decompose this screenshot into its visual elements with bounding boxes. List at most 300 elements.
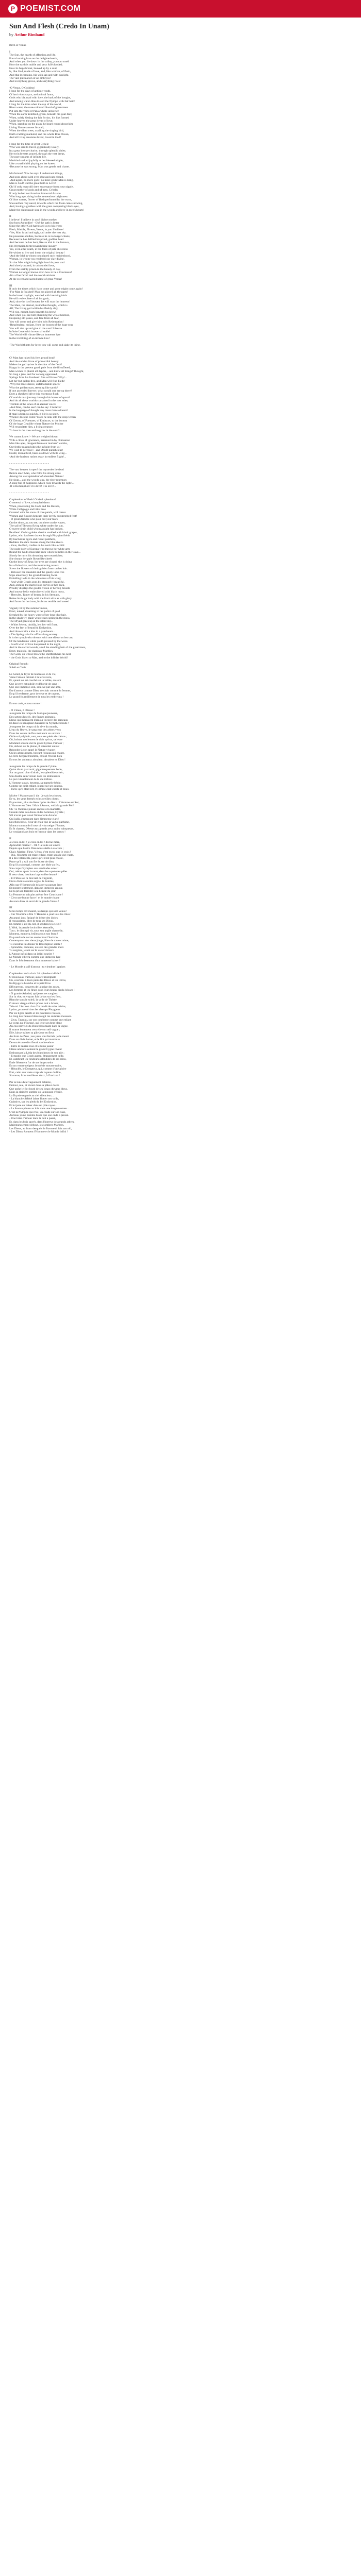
poem-line: Que tache le flot lourd de ses longs cheveux bleus, — [9, 1087, 68, 1091]
poem-line: -Yes, Man is sad and ugly, sad under the vast sky. — [9, 231, 67, 235]
poem-line: - Entre le laurier-rose et le lotus jaseur — [9, 1044, 54, 1048]
logo-mark-icon: P — [8, 4, 18, 13]
poem-line: Par les tigres lascifs et les panthères rousses, — [9, 1011, 61, 1015]
poem-line: Woman no longer knows even how to be a Courtesan! — [9, 270, 72, 274]
poem-line: When, prostrating the Gods and the Heroes, — [9, 504, 60, 508]
poem-line: And that it contains, big with sap and with sunlight, — [9, 73, 69, 77]
poem-line: Il tourne lentement vers elle son œil vague ; — [9, 1028, 60, 1031]
poem-line: - A soft wind of love has passed in the night, — [9, 643, 61, 647]
poem-line: Debout, nue, et rêvant dans sa pâleur dorée — [9, 1084, 59, 1088]
poem-line: - La blanche Séléné laisse flotter son voile, — [9, 1097, 59, 1100]
poem-line: Since the other God harnessed us to his cross; — [9, 225, 62, 228]
poem-line: Embrassant la Léda des blancheurs de son aile ; — [9, 1051, 64, 1055]
poem-line: Fort, ceint son vaste corps de la peau du lion, — [9, 1071, 62, 1074]
poem-line: Makes the god quiver in the altar of the flesh! — [9, 363, 62, 366]
site-logo[interactable] — [8, 4, 81, 13]
poem-line: And faces the horizons, his brow terrible and sweet! — [9, 600, 70, 604]
poem-line: Des flots bleus, fleur de chair que la vague parfume, — [9, 821, 70, 824]
poem-line: Springs from his forehead! She will know Why!... — [9, 376, 68, 380]
poem-line: De son écume d'or fleurit sa chevelure. — [9, 1041, 55, 1045]
poem-line: If only the times which have come and gone might come again! — [9, 287, 83, 291]
poem-line: The pure streams of infinite life. — [9, 156, 47, 159]
poem-line: Le Monde vibrera comme une immense lyre — [9, 956, 61, 959]
poem-line: Et comme il est du ciel, il scrutera les cieux ! — [9, 923, 61, 926]
poem-line: Je crois en toi ! je crois en toi ! divine mère, — [9, 840, 60, 844]
poem-line: - Héraclès, le Dompteur, qui, comme d'une gloire — [9, 1067, 67, 1071]
poem-title: Sun And Flesh (Credo In Unam) — [9, 23, 109, 30]
poem-line: Is the language of thought any more than a dream? — [9, 409, 68, 413]
poem-line: Elle, laisse traîner sa pâle joue en fleur — [9, 1031, 54, 1035]
poem-line: A song full of happiness which rises towards the light!... — [9, 481, 75, 485]
poem-line: Soleil et Chair — [9, 666, 26, 669]
poem-line: L'Idéal, la pensée invincible, éternelle, — [9, 926, 54, 929]
poem-line: Répondre à son appel la Nature vivante ; — [9, 748, 57, 752]
poem-line: Et, cambrant les rondeurs splendides de ses reins, — [9, 1058, 67, 1061]
poem-line: And slowly ascend, in unbounded love, — [9, 264, 55, 268]
poem-line: Like a small child playing on her knees. — [9, 162, 56, 166]
poem-line: - - - - - - - - - - - - - - - - - - - - - - - - — [9, 462, 49, 465]
poem-line: Round the God's muscular neck which trembles in the wave... — [9, 551, 81, 554]
poem-line: -O Venus, O Goddess! — [9, 87, 36, 90]
poem-line: Great mother of gods and of men, Cybele; — [9, 189, 58, 192]
poem-line: Et tous les animaux aimaient, aimaient en Dieu ! — [9, 758, 65, 761]
poem-line: Et son ventre neigeux brodé de mousse noire, — [9, 1064, 62, 1068]
poem-line: Sur la rive, en voyant fuir là-bas sur les flots, — [9, 995, 61, 998]
poem-line: Que la terre est nubile et déborde de sang ; — [9, 682, 59, 686]
poem-line: Proudly displays the golden vision of her big breasts — [9, 587, 70, 590]
poem-line: And because he has bent, like an idol in the furnace, — [9, 241, 70, 245]
poem-line: Be silent! On his golden chariot studded with black grapes, — [9, 531, 78, 534]
poem-line: If one ascended forever, what would one see up there? — [9, 389, 72, 393]
poem-line: - O great Ariadne who pour out your tears — [9, 518, 58, 521]
poem-line: S'il n'avait pas laissé l'immortelle Astarté — [9, 814, 57, 818]
poem-line: Son corps Olympien aux servitudes sales ! — [9, 867, 59, 870]
poem-line: - Oui, l'Homme est triste et laid, triste sous le ciel vaste, — [9, 854, 74, 857]
poem-line: The World will vibrate like an immense lyre — [9, 333, 61, 337]
poem-line: - Le Monde a soif d'amour : tu viendras l'apaiser. — [9, 965, 66, 969]
poem-line: Et monter lentement, dans un immense amour, — [9, 887, 63, 890]
poem-line: - La Source pleure au loin dans une longue extase... — [9, 1107, 69, 1111]
poem-line: Chair, Marbre, Fleur, Vénus, c'est en toi que je crois ! — [9, 850, 71, 854]
poem-line: Will resuscitate him, a living creature, — [9, 426, 54, 429]
poem-line: When, softly kissing the fair Syrinx, his lips formed — [9, 116, 70, 120]
poem-line: Doubt, dismal bird, beats us down with its wing... — [9, 452, 67, 455]
poem-line: The sail of Theseus flying white under the sun, — [9, 524, 64, 528]
poem-line: La Dryade regarde au ciel silencieux... — [9, 1094, 54, 1097]
poem-line: Et, dans les bois sacrés, dans l'horreur des grands arbres, — [9, 1120, 75, 1124]
poem-line: - the Gods listen to Man, and to the infinite World! — [9, 656, 68, 659]
poem-line: Montra son nombril rose où vint neiger l'écume, — [9, 824, 65, 827]
poem-line: Will rise, mount, burn beneath his brow! — [9, 310, 56, 314]
poem-line: In the shadowy glade where stars spring in the moss, — [9, 616, 71, 620]
poem-line: L'Homme est Dieu ! Mais l'Amour, voilà la grande Foi ! — [9, 804, 74, 808]
poem-line: - Ô Vénus, ô Déesse ! — [9, 708, 35, 712]
poem-line: - Les Dieux écoutent l'Homme et le Monde infini ! — [9, 1130, 68, 1133]
poem-line: -Resplendent, radiant, from the bosom of the huge seas — [9, 324, 73, 327]
poem-line: -It's a fine farce! and the world snickers — [9, 274, 55, 278]
poem-line: Showed her rosy navel, towards which the foam came snowing, — [9, 201, 83, 205]
poem-line: Il ressuscitera, libre de tous ses Dieux, — [9, 919, 54, 923]
poem-line: Dans un divin baiser, et le flot qui murmure — [9, 1038, 60, 1041]
poem-line: Parce qu'il a sali son fier buste de dieu, — [9, 860, 55, 863]
poem-line: Yes, even after death, in the form of pale skeletons — [9, 248, 68, 251]
poem-line: Tais-toi ! Sur son char d'or brodé de noirs raisins, — [9, 1005, 67, 1009]
poem-line: Je regrette les temps de l'antique jeunesse, — [9, 712, 58, 716]
poem-line: Of Germs, of Foetuses, of Embryos, to the bottom — [9, 419, 68, 422]
poem-line: Les Dieux, au front desquels le Bouvreuil fait son nid, — [9, 1127, 72, 1130]
poem-line: And snowy belly embroidered with black moss, — [9, 590, 65, 594]
poem-line: At the sweet and sacred name of great Venus! — [9, 277, 62, 281]
poem-line: The vast pullulation of all embryos! — [9, 76, 51, 80]
poem-line: He wishes to live and insult the original beauty! — [9, 251, 65, 255]
poem-line: Où, debout sur la plaine, il entendait autour — [9, 745, 60, 749]
poem-line: Blanche sous le soleil, la voile de Thésée, — [9, 998, 58, 1002]
poem-line: Son double sein versait dans les immensités — [9, 774, 60, 778]
poem-line: Le pur ruissellement de la vie infinie. — [9, 778, 53, 782]
poem-line: Craintive, sur les pieds du bel Endymion, — [9, 1100, 57, 1104]
poem-line: Oh! if only man still drew sustenance from your nipple, — [9, 185, 74, 189]
poem-line: And the sudden blaze of primordial beauty — [9, 360, 59, 363]
poem-line: And in the sacred woods, amid the standing hair of the great trees, — [9, 646, 86, 650]
poem-line: Man is God! But the great faith is Love! — [9, 182, 56, 185]
poem-line: Erect, naked, dreaming in her pallor of gold — [9, 610, 60, 614]
poem-line: Et pourtant, plus de dieux ! plus de dieux ! l'Homme est Roi, — [9, 801, 79, 804]
poem-line: Slips amorously the great dreaming Swan — [9, 573, 58, 577]
poem-line: - Et l'Idole où tu mis tant de virginité, — [9, 876, 53, 880]
poem-line: If man is born so quickly, if life is so short, — [9, 412, 59, 416]
poem-line: In a divine kiss, and the murmuring waters — [9, 564, 59, 567]
poem-line: Is, like God, made of love, and, like woman, of flesh, — [9, 70, 71, 74]
poem-line: Who was said to travel, gigantically lovely, — [9, 146, 59, 149]
poem-line: How the earth is nubile and very full-blooded; — [9, 63, 63, 67]
poem-line: Tremble at the tones of an eternal voice? — [9, 402, 56, 406]
poem-line: Montera, montera, brûlera sous son front ! — [9, 933, 58, 936]
poem-line: Je regrette les temps de la grande Cybèle — [9, 765, 57, 768]
poem-line: Woman, in whom you rendered our clay divine, — [9, 258, 64, 261]
poem-line: Au beau jeune homme blanc que son onde a pressé. — [9, 1113, 69, 1117]
poem-line: Put into the veins of Pan a whole universe! — [9, 109, 59, 113]
poem-line: It is the nymph who dreams with one elbow on her urn, — [9, 636, 73, 640]
poem-line: - Zeus, the Bull, cradles on his neck like a child — [9, 544, 64, 548]
poem-line: - Hercules, Tamer of beasts, in his Strength, — [9, 594, 60, 597]
poem-line: And goes about with eyes shut and ears closed. — [9, 175, 64, 179]
poem-line: And all living creatures loved, loved in God! — [9, 135, 61, 139]
poem-line: III — [9, 284, 12, 287]
poem-line: And among water-lilies kissed the Nymph with fair hair! — [9, 99, 75, 103]
poem-line: Le long des fleuves bleus rougit les sombres mousses. — [9, 1015, 72, 1019]
poem-line: L'eau du fleuve, le sang rose des arbres verts — [9, 728, 61, 732]
poem-line: I long for the time of great Cybele — [9, 142, 49, 146]
poem-line: I long for the days of antique youth, — [9, 90, 51, 93]
poem-line: Ô douce vierge enfant qu'une nuit a brisée, — [9, 1002, 59, 1005]
poem-line: Par la lune d'été vaguement éclairée, — [9, 1081, 52, 1084]
poem-line: You will come and give him holy Redemption! — [9, 320, 64, 324]
poem-line: Before erect Man, who folds his strong arms — [9, 471, 61, 475]
poem-line: River water, the rose-coloured blood of green trees — [9, 106, 68, 110]
poem-line: Of blue waters, flower of flesh perfumed by the wave, — [9, 198, 72, 202]
poem-line: Où, courbant à leurs pieds les Dieux et les Héros, — [9, 978, 67, 982]
poem-line: -The World thirsts for love: you will come and slake its thirst. — [9, 343, 81, 347]
poem-line: Our feeble reason hides the infinite from us! — [9, 445, 61, 449]
poem-line: Aphrodité marine ! - Oh ! la route est amère — [9, 843, 60, 847]
poem-line: The Ideal, the eternal, invincible thought, which is — [9, 303, 68, 307]
poem-line: Sea-born Aphrodite! - Oh! the path is bitter — [9, 222, 59, 225]
poem-line: Grande mère des dieux et des hommes, Cybèle ; — [9, 811, 65, 815]
poem-line: Si les temps revenaient, les temps qui sont venus ! — [9, 909, 68, 913]
poem-line: Living Nature answer his call; — [9, 126, 44, 129]
poem-line: Mankind sucked joyfully at her blessed nipple, — [9, 159, 63, 162]
poem-line: - Ô grande Ariadné, qui jettes tes sanglots — [9, 992, 58, 995]
poem-line: Au grand jour, fatigué de briser des idoles — [9, 916, 58, 920]
poem-line: Et qu'il a rabougri, comme une idole au feu, — [9, 863, 60, 867]
poem-line: How its huge breast, heaved up by a soul, — [9, 66, 58, 70]
poem-line: Et, quand on est couché sur la vallée, on sent — [9, 679, 61, 683]
poem-line: The Gods, on whose brows the Bullfinch has his nest, — [9, 653, 72, 656]
poem-line: II — [9, 215, 11, 218]
poem-line: In the trembling of an infinite kiss! — [9, 336, 50, 340]
poem-line: Où les arbres muets, berçant l'oiseau qui chante, — [9, 751, 65, 755]
poem-line: L'Amour infini dans un infini sourire ! — [9, 952, 54, 956]
poem-line: Modulait sous le ciel le grand hymne d'amour ; — [9, 741, 64, 745]
poem-line: - White Selene, timidly, lets her veil float, — [9, 623, 58, 626]
poem-line: Et tout croît, et tout monte ! — [9, 702, 42, 706]
poem-line: Erect, majestic, the shadowy Marbles, — [9, 649, 54, 653]
poem-line: Under heaven the great hymn of love; — [9, 119, 53, 123]
poem-line: Who long ago, rising in the tremendous brightness — [9, 195, 68, 198]
poem-line: Glisse amoureusement le grand Cygne rêveur — [9, 1048, 62, 1052]
poem-line: Covered with the snow of rose petals, will caress — [9, 511, 66, 515]
poem-line: Of worlds on a journey through this horror of space? — [9, 396, 70, 399]
poem-line: On the brow of Zeus; her eyes are closed; she is dying — [9, 561, 72, 564]
poem-line: Of the handsome white youth pressed by the wave. — [9, 639, 69, 643]
poem-line: -For Man is finished! Man has played all the parts! — [9, 291, 68, 294]
poem-line: Original French: — [9, 663, 29, 666]
poem-line: Où, baisant mollement le clair syrinx, sa lèvre — [9, 738, 62, 742]
poem-line: O sweet virgin child whom a night has broken, — [9, 528, 63, 531]
poem-line: Women and flowers beneath their lovely outstretched feet! — [9, 514, 77, 518]
poem-line: -Why the blue silence, unfathomable space? — [9, 383, 60, 386]
poem-line: Birth of Venus — [9, 44, 26, 47]
poem-line: Majestueusement debout, les sombres Marbres, — [9, 1124, 64, 1127]
poem-line: Et va, les yeux fermés et les oreilles closes. — [9, 798, 59, 801]
poem-line: Kallipyge la blanche et le petit Éros — [9, 982, 51, 986]
poem-line: I — [9, 50, 10, 54]
poem-line: You will rise up and give to the vast Universe — [9, 327, 62, 330]
poem-line: Among the vast splendour of abundant Nature! — [9, 475, 64, 479]
poem-line: Au nom doux et sacré de la grande Vénus ! — [9, 900, 59, 903]
poem-line: Comme un petit enfant, jouant sur ses genoux. — [9, 784, 63, 788]
poem-line: Il veut vivre, insultant la première beauté ! — [9, 873, 59, 877]
poem-line: -Because he was strong, Man was gentle and chaste. — [9, 165, 70, 169]
poem-line: O renewal of love, triumphal dawn — [9, 501, 50, 505]
poem-line: De la prison terrestre à la beauté du jour, — [9, 890, 56, 893]
poem-line: Strew the flowers of their golden foam on her hair. — [9, 567, 68, 571]
poem-line: The nude body of Europa who throws her white arm — [9, 547, 70, 551]
poem-line: And do all these worlds contained in the vast ether, — [9, 399, 69, 403]
poem-line: Contempteur des vieux jougs, libre de toute crainte, — [9, 939, 69, 943]
poem-line: Oh ! si l'homme puisait encore à ta mamelle, — [9, 807, 61, 811]
poem-line: Et qu'il renferme, gros de sève et de rayons, — [9, 692, 60, 696]
poem-line: Oui, même après la mort, dans les squelettes pâles — [9, 870, 68, 874]
poem-line: - Splendide, radieuse, au sein des grandes mers — [9, 946, 64, 950]
poem-line: And, having a goddess with the great conquering black eyes, — [9, 205, 79, 209]
poem-line: -And the horizon rushes away in endless flight!... — [9, 455, 67, 459]
poem-line: White Callypyge and little Eros — [9, 508, 46, 512]
poem-line: Slowly he turns his dreaming eye towards her; — [9, 554, 63, 557]
poem-line: Étale fièrement l'or de ses larges seins — [9, 1061, 54, 1064]
poem-line: -And the Idol in whom you placed such maidenhood, — [9, 255, 71, 258]
poem-line: Vaguely lit by the summer moon, — [9, 606, 48, 610]
poem-line: Des satyres lascifs, des faunes animaux, — [9, 715, 56, 719]
poem-line: Où le sol palpitait, vert, sous ses pieds de chèvre ; — [9, 735, 67, 739]
poem-line: - C'est une bonne farce ! et le monde ricane — [9, 896, 60, 900]
poem-line: Tu surgiras, jetant sur le vaste Univers — [9, 949, 54, 953]
poem-line: Enfolding Leda in the whiteness of his wing; — [9, 577, 61, 581]
poem-line: Of the huge Crucible where Nature the Mother — [9, 422, 63, 426]
poem-line: Tu viendras lui donner la Rédemption sainte ! — [9, 942, 62, 946]
poem-line: Pours burning love on the delighted earth, — [9, 57, 58, 60]
poem-line: Sur un grand char d'airain, les splendides cités ; — [9, 771, 64, 775]
poem-line: I believe! I believe in you! divine mother, — [9, 218, 58, 222]
poem-line: Despising old yokes, and free from all fear, — [9, 317, 59, 320]
author-link[interactable]: Arthur Rimbaud — [14, 32, 45, 37]
poem-line: Est d'amour comme Dieu, de chair comme la femme, — [9, 689, 71, 692]
poem-line: Her twin breasts poured, through the vast deeps, — [9, 152, 65, 156]
poem-line: Et fit chanter, Déesse aux grands yeux noirs vainqueurs, — [9, 827, 74, 831]
poem-line: So that Man might bring light into his poor soul — [9, 261, 65, 264]
poem-line: III — [9, 906, 12, 910]
poem-line: Effleureront, couverts de la neige des roses, — [9, 985, 60, 989]
poem-line: He sings... and the woods sing, the river murmurs — [9, 478, 67, 482]
poem-line: Et quand tu le verras sonder tout l'horizon, — [9, 936, 59, 939]
poem-line: O splendour of flesh! O ideal splendour! — [9, 498, 56, 501]
poem-line: Lysios, promené dans les champs Phrygiens — [9, 1008, 60, 1012]
poem-line: - Between the oleander and the gaudy lotus tree — [9, 570, 64, 574]
poem-line: Afin que l'Homme pût éclairer sa pauvre âme — [9, 883, 62, 887]
poem-line: He will revive, free of all his gods, — [9, 297, 50, 301]
poem-line: Lysios, who has been drawn through Phrygian fields — [9, 534, 70, 538]
poem-line: The Dryad gazes up at the silent sky... — [9, 620, 54, 623]
poem-line: C'est la Nymphe qui rêve, un coude sur son vase, — [9, 1110, 66, 1114]
poem-line: -It is Redemption! it is love! it is love!... — [9, 485, 56, 488]
poem-line: Qu'on disait parcourir, gigantesquement belle, — [9, 768, 62, 771]
poem-line: Ô splendeur de la chair ! ô splendeur idéale ! — [9, 972, 61, 976]
poem-line: - Parce qu'il était fort, l'Homme était chaste et doux. — [9, 788, 70, 791]
poem-line: And when you lie down in the valley, you can smell — [9, 60, 70, 63]
poem-line: When the silent trees, cradling the singing bird, — [9, 129, 64, 133]
poem-line: And when you see him plumbing the whole horizon, — [9, 314, 70, 317]
poem-line: Dans la clairière sombre où la mousse s'étoile, — [9, 1091, 63, 1094]
poem-line: - The Spring sobs far off in a long ecstasy... — [9, 633, 60, 636]
poem-line: So long a jade, and for so long oppressed, — [9, 373, 58, 377]
poem-line: L'Homme suçait, heureux, sa mamelle bénie, — [9, 781, 61, 785]
poem-line: Reddens the dark mosses along the blue rivers. — [9, 540, 64, 544]
poem-line: Et lui jette un baiser dans un pâle rayon... — [9, 1104, 57, 1107]
poem-line: Earth cradling mankind, and the whole Blue Ocean, — [9, 132, 70, 136]
poem-byline — [9, 32, 350, 38]
poem-line: Why the golden stars, teeming like sands? — [9, 386, 58, 389]
poem-line: Depuis que l'autre Dieu nous attelle à sa croix ; — [9, 847, 64, 851]
poem-line: All; The living god within his fleshly clay, — [9, 307, 58, 311]
poem-line: And, arching the marvellous curves of her back, — [9, 584, 65, 587]
poem-line: Man wishes to plumb all depths, - and know all things! Thought, — [9, 369, 84, 373]
poem-line: His Olympian form towards base slavery! — [9, 244, 58, 248]
poem-line: - Zeus, Taureau, sur son cou berce comme une enfant — [9, 1018, 71, 1022]
poem-line: Infinite Love with its eternal smile! — [9, 330, 51, 333]
poem-line: Qui jadis, émergeant dans l'immense clarté — [9, 817, 59, 821]
poem-line: Les femmes et les fleurs sous leurs beaux pieds écloses ! — [9, 989, 75, 992]
poem-line: Au front de Zeus ; ses yeux sont fermés ; elle meurt — [9, 1035, 69, 1038]
poem-line: II — [9, 837, 11, 841]
poem-line: And throws him a kiss in a pale beam... — [9, 630, 55, 633]
poem-line: Le grand fourmillement de tous les embryons ! — [9, 696, 64, 699]
poem-line: Que son immense sein, soulevé par une âme, — [9, 686, 61, 689]
poem-line: He possesses clothes, because he is no longer chaste, — [9, 234, 71, 238]
byline-prefix: by — [9, 32, 13, 37]
poem-line: - Et tandis que Cypris passe, étrangement belle, — [9, 1054, 64, 1058]
poem-line: Verse l'amour brûlant à la terre ravie, — [9, 676, 52, 679]
poem-line: Le Soleil, le foyer de tendresse et de vie, — [9, 672, 57, 676]
poem-line: -And again, no more gods! no more gods! Man is King, — [9, 179, 74, 182]
poem-line: She droops her pale flowerlike cheek — [9, 557, 53, 561]
poem-line: - Car l'Homme a fini ! l'Homme a joué tous les rôles ! — [9, 913, 72, 917]
poem-line: - - - - - - - - - - - - - - - - - - - - - - - - — [9, 492, 49, 495]
poem-line: Flesh, Marble, Flower, Venus, in you I believe! — [9, 228, 64, 231]
poem-line: Misfortune! Now he says: I understand things, — [9, 172, 63, 176]
poem-line: Misère ! Maintenant il dit : Je sais les choses, — [9, 794, 62, 798]
poem-line: Je regrette les temps où la sève du monde, — [9, 725, 58, 728]
poem-line: If only he had not forsaken immortal Astarte — [9, 192, 61, 195]
poem-line: Il a des vêtements, parce qu'il n'est plus chaste, — [9, 857, 64, 860]
site-header — [0, 0, 361, 18]
poem-line: Made the nightingale sing in the woods and love in men's hearts! — [9, 208, 85, 212]
poem-line: From the earthly prison to the beauty of day, — [9, 267, 61, 271]
poem-line: - Une brise d'amour dans la nuit a passé, — [9, 1117, 56, 1121]
poem-line: Does a shepherd drive this enormous flock — [9, 393, 59, 396]
poem-line: Ô renouveau d'amour, aurore triomphale — [9, 975, 56, 979]
poem-line: Où tu divinisas notre argile, la Femme, — [9, 880, 55, 884]
poem-line: -And Man, can he see? can he say: I believe? — [9, 405, 61, 409]
poem-line: Dieux qui mordaient d'amour l'écorce des rameaux — [9, 719, 68, 722]
poem-line: Dans les veines de Pan mettaient un univers ! — [9, 732, 62, 735]
poem-line: La Femme ne sait plus même être Courtisane ! — [9, 893, 63, 896]
poem-body — [9, 44, 350, 1133]
poem-line: By lascivious tigers and russet panthers, — [9, 537, 56, 541]
poem-line: Le rossignol aux bois et l'amour dans les cœurs ! — [9, 831, 65, 834]
poem-line: - - - - - - - - - - - - - - - - - - - - - - - - — [9, 350, 49, 353]
poem-line: La terre berçant l'homme, et tout l'Océan bleu — [9, 755, 62, 758]
poem-line: Men like apes, dropped from our mothers' wombs, — [9, 442, 68, 446]
poem-line: To love in the rose and to grow in the corn?... — [9, 429, 62, 432]
poem-line: Dans le frémissement d'un immense baiser ! — [9, 959, 60, 962]
poem-article — [9, 23, 350, 1133]
poem-line: On the shore, as you see, out there on the waves, — [9, 521, 65, 524]
poem-line: Tout ; le dieu qui vit, sous son argile charnelle, — [9, 929, 63, 933]
poem-line: And, since he is of heaven, he will scan the heavens! — [9, 300, 71, 304]
poem-line: When, standing on the plain, he heard round about him — [9, 123, 73, 126]
poem-line: S'avance, front terrible et doux, à l'horizon ! — [9, 1074, 60, 1078]
poem-line: We cannot know! - We are weighed down — [9, 435, 58, 439]
poem-line: With a cloak of ignorance, hemmed in by chimaeras! — [9, 438, 71, 442]
poem-line: Et dans les nénuphars baisaient la Nymphe blonde ! — [9, 722, 69, 725]
poem-line: Let her but gallop free, and Man will find Faith! — [9, 379, 65, 383]
poem-line: The Sun, the hearth of affection and life, — [9, 54, 56, 57]
poem-line: O! Man has raised his free, proud head! — [9, 357, 55, 360]
poem-line: We wish to perceive: - and Doubt punishes us! — [9, 449, 63, 452]
poem-line: Whence does he come? Does he sink into the deep Ocean — [9, 416, 76, 419]
poem-line: When the earth trembled, green, beneath his goat-feet; — [9, 113, 72, 116]
poem-line: Over the feet of beautiful Endymion, — [9, 626, 52, 630]
